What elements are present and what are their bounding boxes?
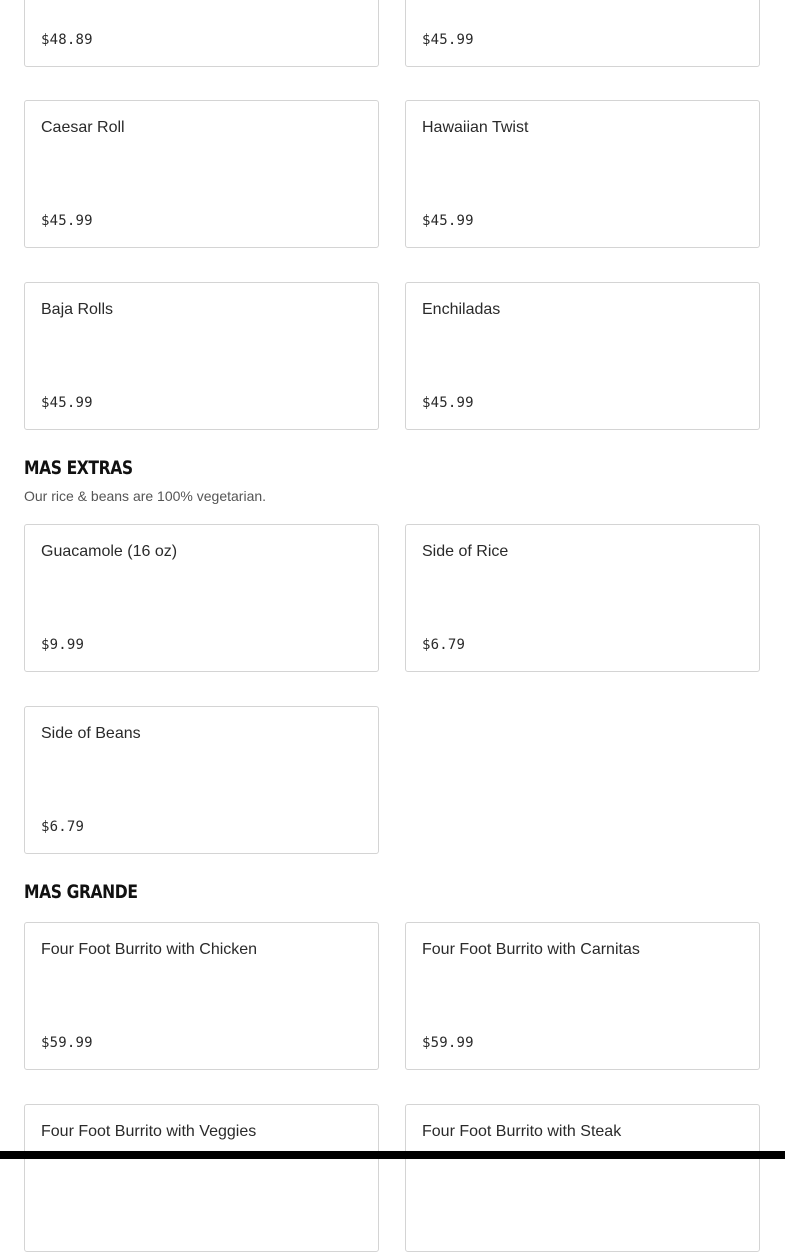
menu-item-card[interactable] [405,1104,760,1252]
item-name: Four Foot Burrito with Veggies [41,1123,257,1140]
item-name: Enchiladas [422,301,501,318]
item-price: $9.99 [41,637,85,653]
menu-item-card[interactable] [405,922,760,1070]
item-price: $45.99 [422,395,474,411]
item-price: $45.99 [422,32,474,48]
menu-item-card[interactable] [24,922,379,1070]
item-price: $48.89 [41,32,93,48]
section-title-grande: MAS GRANDE [24,881,138,903]
item-price: $45.99 [41,213,93,229]
item-price: $6.79 [41,819,85,835]
menu-item-card[interactable] [24,524,379,672]
item-name: Side of Beans [41,725,141,742]
item-name: Caesar Roll [41,119,125,136]
menu-item-card[interactable] [405,524,760,672]
item-name: Hawaiian Twist [422,119,529,136]
item-name: Guacamole (16 oz) [41,543,178,560]
menu-item-card[interactable] [24,706,379,854]
item-price: $59.99 [41,1035,93,1051]
section-title-extras: MAS EXTRAS [24,457,133,479]
item-name: Side of Rice [422,543,509,560]
menu-item-card[interactable] [24,282,379,430]
item-name: Baja Rolls [41,301,114,318]
item-price: $45.99 [422,213,474,229]
menu-item-card[interactable] [24,1104,379,1252]
bottom-bar [0,1151,785,1159]
item-name: Four Foot Burrito with Chicken [41,941,258,958]
menu-item-card[interactable] [405,0,760,67]
item-name: Four Foot Burrito with Steak [422,1123,622,1140]
item-price: $59.99 [422,1035,474,1051]
menu-item-card[interactable] [405,100,760,248]
menu-item-card[interactable] [24,100,379,248]
menu-item-card[interactable] [405,282,760,430]
section-description: Our rice & beans are 100% vegetarian. [24,488,267,504]
item-name: Four Foot Burrito with Carnitas [422,941,640,958]
item-price: $6.79 [422,637,466,653]
item-price: $45.99 [41,395,93,411]
menu-item-card[interactable] [24,0,379,67]
